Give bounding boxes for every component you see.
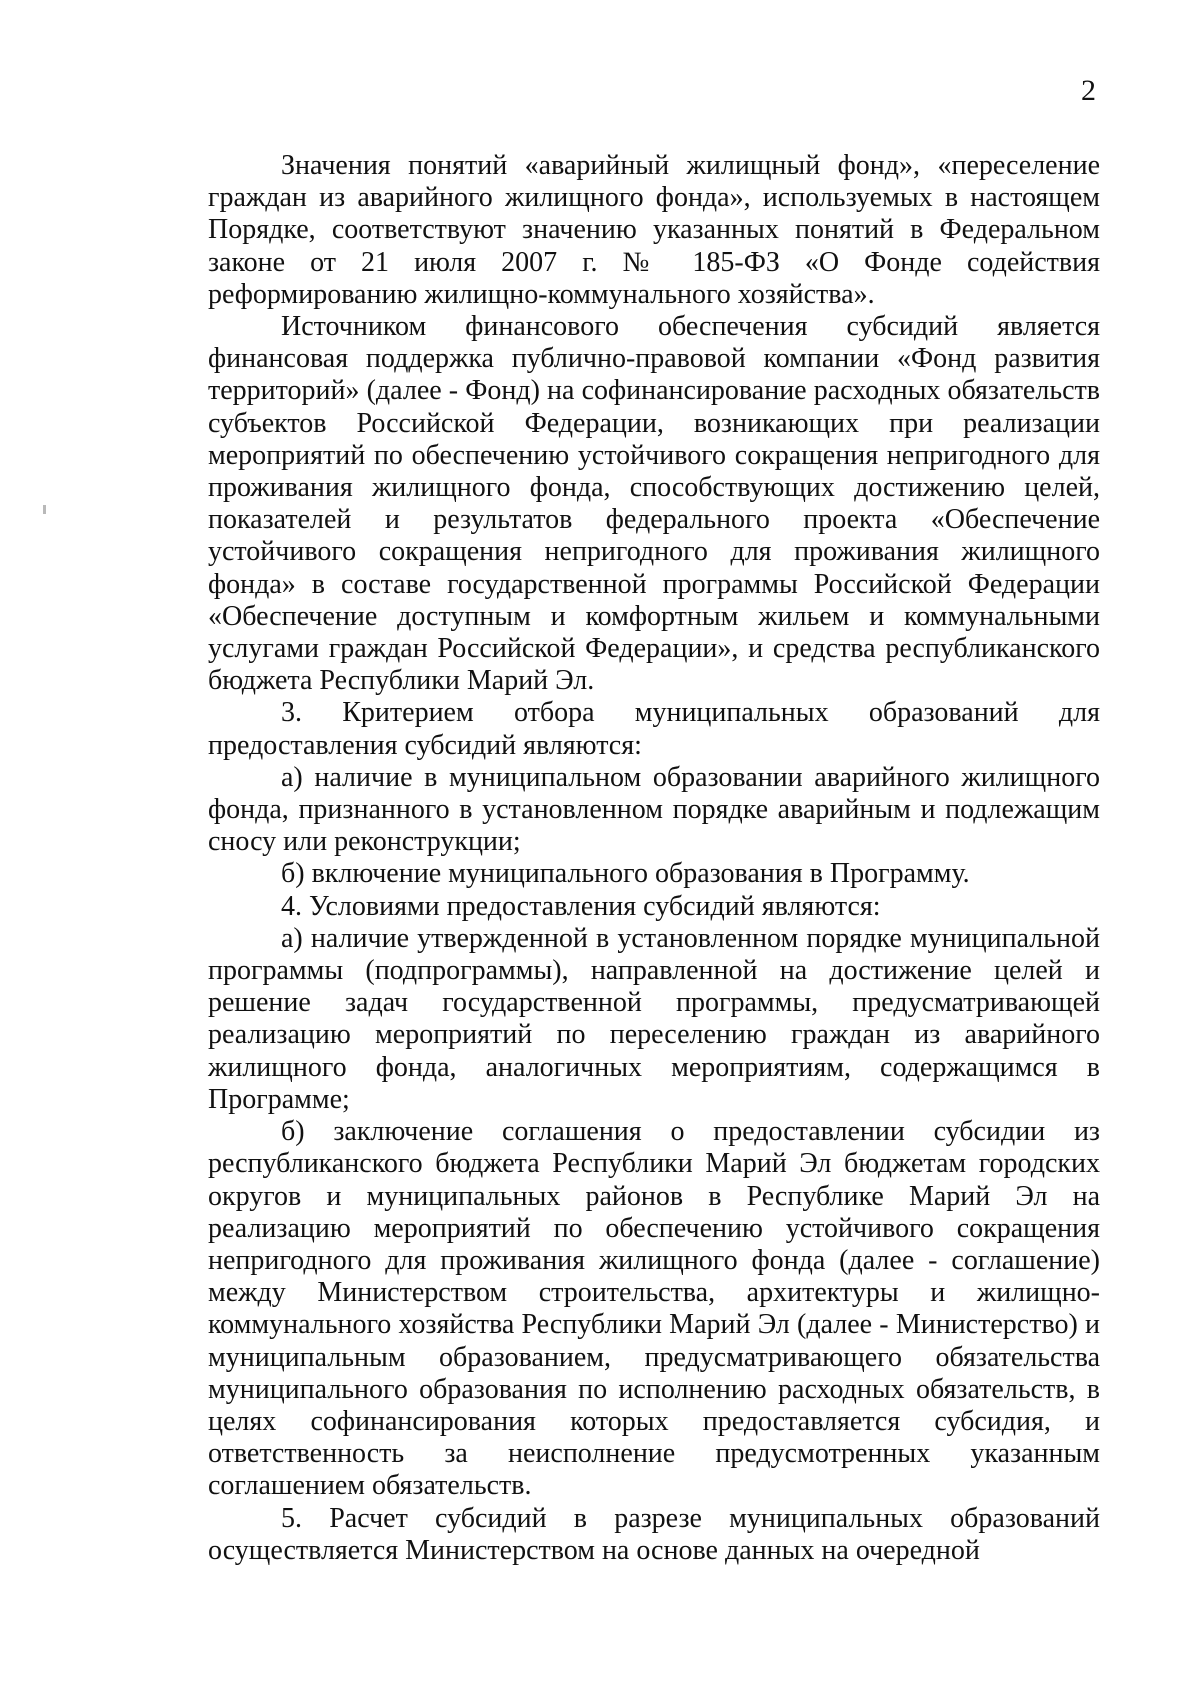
paragraph-condition-a: а) наличие утвержденной в установленном порядке муниципальной программы (подпрограммы), направленной на достижение целей и решение задач государственной программы, предусматривающей реализацию мероприятий по переселению граждан из аварийного жилищного фонда, аналогичных мероприятиям, содержащимся в Программе; bbox=[208, 922, 1100, 1115]
paragraph-criterion-b: б) включение муниципального образования в Программу. bbox=[281, 858, 970, 890]
paragraph-definitions: Значения понятий «аварийный жилищный фонд», «переселение граждан из аварийного жилищного фонда», используемых в настоящем Порядке, соответствуют значению указанных понятий в Федеральном законе от 21 июля 2007 г. № 185-ФЗ «О Фонде содействия реформированию жилищно-коммунального хозяйства». bbox=[208, 150, 1100, 310]
paragraph-selection-criterion: 3. Критерием отбора муниципальных образований для предоставления субсидий являются: bbox=[208, 697, 1100, 761]
paragraph-funding-source: Источником финансового обеспечения субсидий является финансовая поддержка публично-правовой компании «Фонд развития территорий» (далее - Фонд) на софинансирование расходных обязательств субъектов Российской Федерации, возникающих при реализации мероприятий по обеспечению устойчивого сокращения непригодного для проживания жилищного фонда, способствующих достижению целей, показателей и результатов федерального проекта «Обеспечение устойчивого сокращения непригодного для проживания жилищного фонда» в составе государственной программы Российской Федерации «Обеспечение доступным и комфортным жильем и коммунальными услугами граждан Российской Федерации», и средства республиканского бюджета Республики Марий Эл. bbox=[208, 311, 1100, 697]
paragraph-conditions: 4. Условиями предоставления субсидий являются: bbox=[281, 890, 881, 922]
paragraph-criterion-a: а) наличие в муниципальном образовании аварийного жилищного фонда, признанного в установленном порядке аварийным и подлежащим сносу или реконструкции; bbox=[208, 761, 1100, 858]
paragraph-condition-b: б) заключение соглашения о предоставлении субсидии из республиканского бюджета Республики Марий Эл бюджетам городских округов и муниципальных районов в Республике Марий Эл на реализацию мероприятий по обеспечению устойчивого сокращения непригодного для проживания жилищного фонда (далее - соглашение) между Министерством строительства, архитектуры и жилищно-коммунального хозяйства Республики Марий Эл (далее - Министерство) и муниципальным образованием, предусматривающего обязательства муниципального образования по исполнению расходных обязательств, в целях софинансирования которых предоставляется субсидия, и ответственность за неисполнение предусмотренных указанным соглашением обязательств. bbox=[208, 1116, 1100, 1502]
paragraph-calculation: 5. Расчет субсидий в разрезе муниципальных образований осуществляется Министерством на основе данных на очередной bbox=[208, 1502, 1100, 1566]
scan-artifact bbox=[43, 505, 46, 514]
page-number: 2 bbox=[1081, 74, 1096, 107]
document-body bbox=[208, 150, 1100, 1567]
